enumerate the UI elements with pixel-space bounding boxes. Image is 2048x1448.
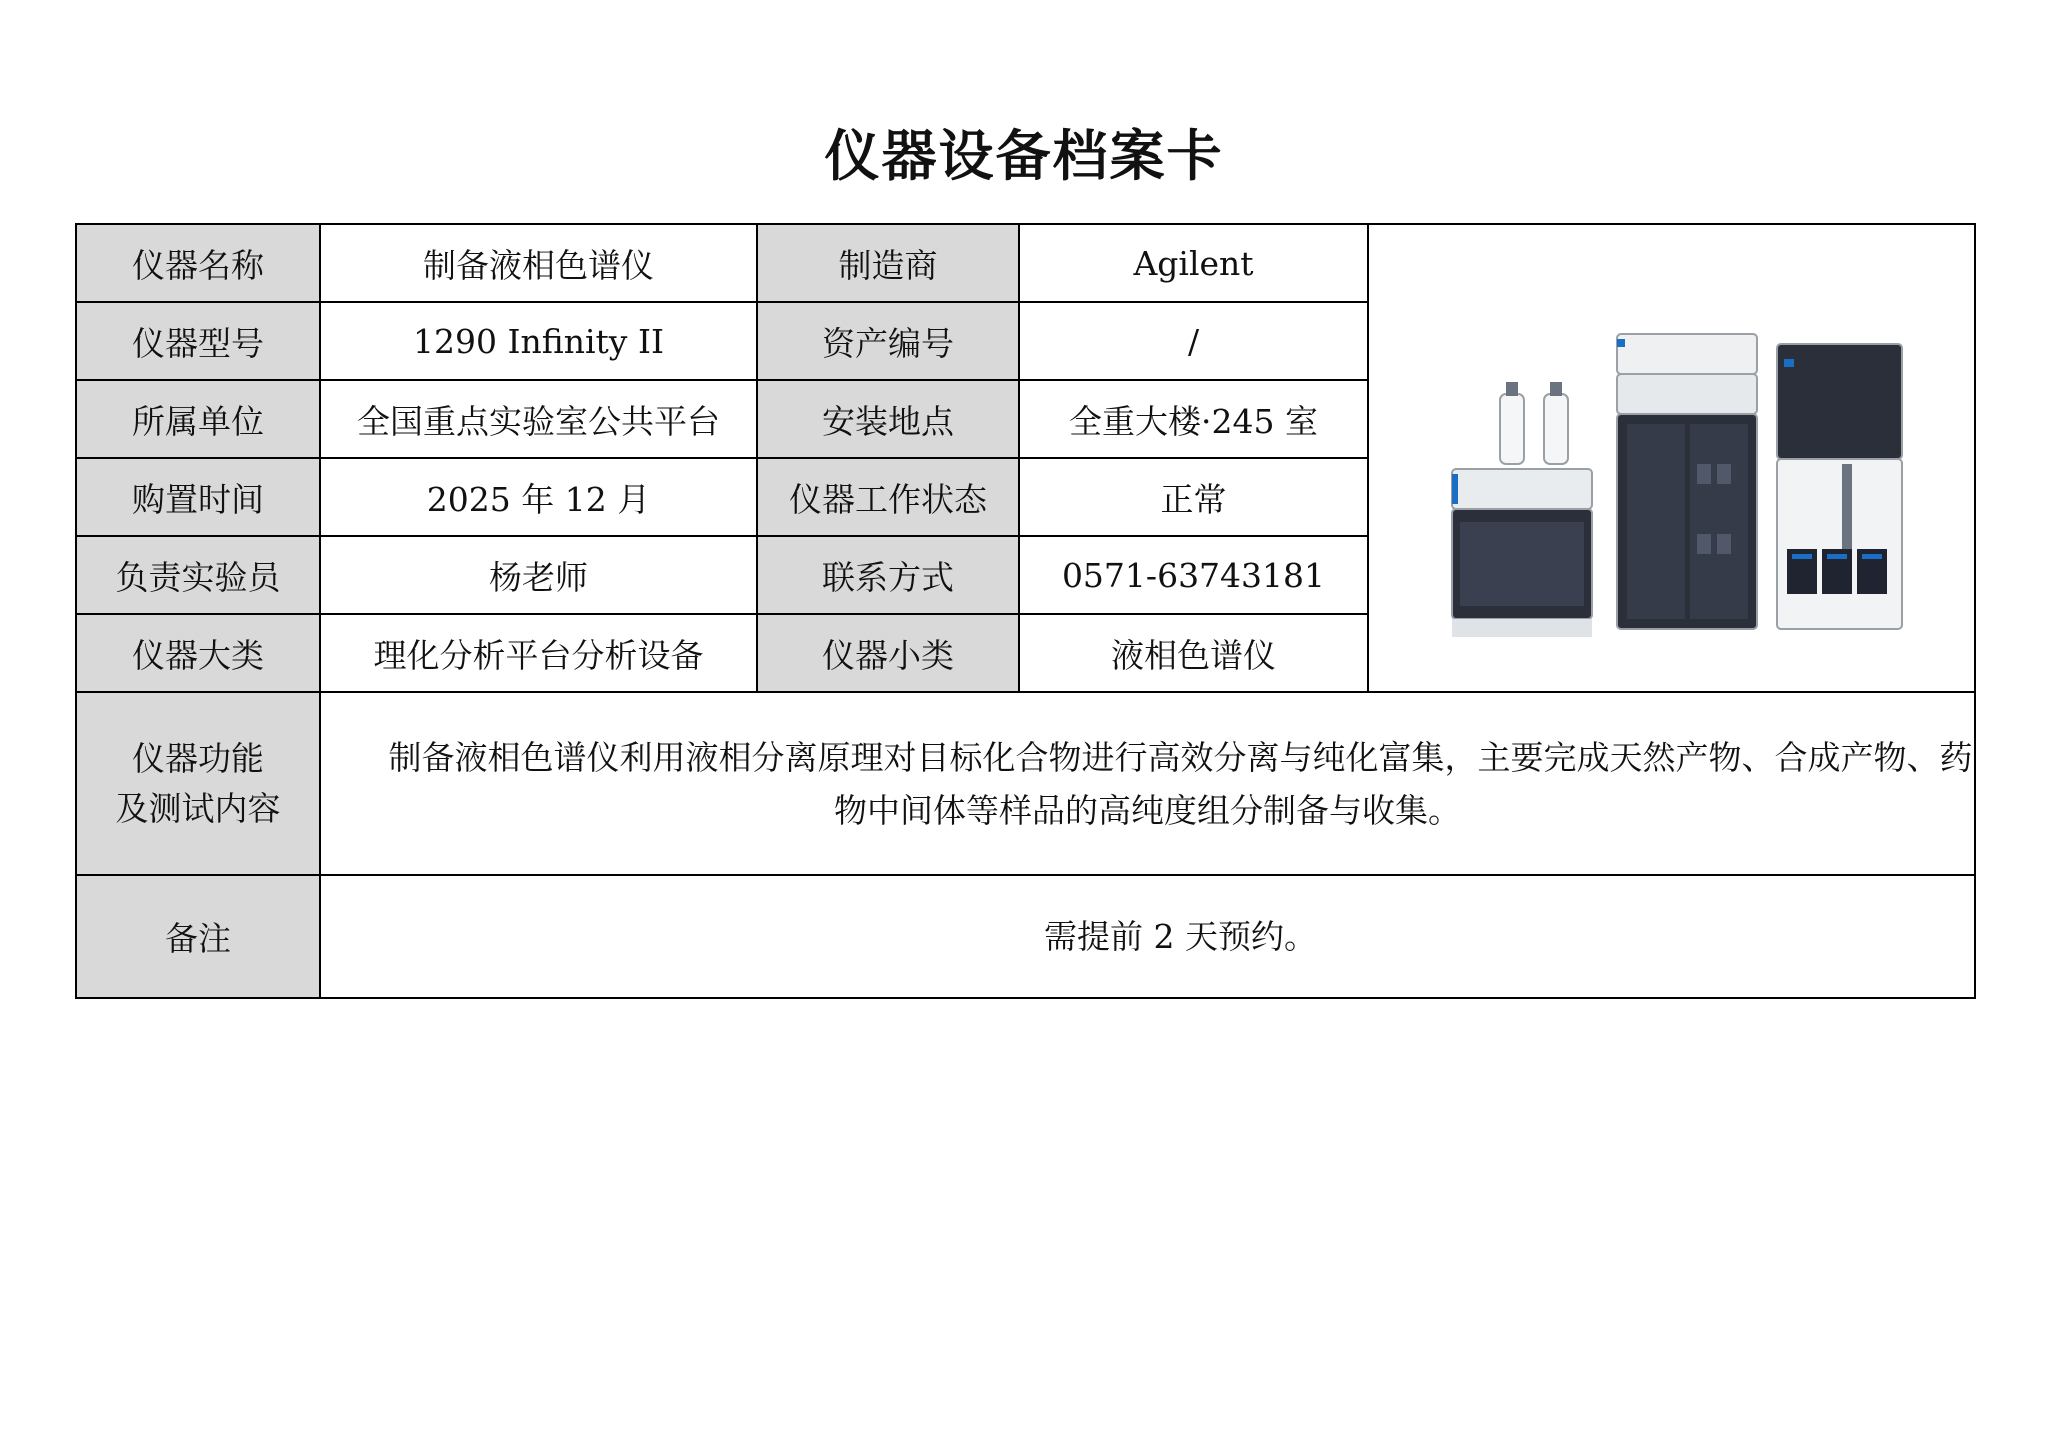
value-purchase: 2025 年 12 月 bbox=[320, 458, 757, 536]
label-model: 仪器型号 bbox=[76, 302, 320, 380]
label-status: 仪器工作状态 bbox=[757, 458, 1019, 536]
label-purchase: 购置时间 bbox=[76, 458, 320, 536]
label-category: 仪器大类 bbox=[76, 614, 320, 692]
remarks-text: 需提前 2 天预约。 bbox=[320, 875, 1975, 998]
label-asset-no: 资产编号 bbox=[757, 302, 1019, 380]
label-remarks: 备注 bbox=[76, 875, 320, 998]
label-function-line1: 仪器功能 bbox=[132, 738, 264, 778]
value-subcategory: 液相色谱仪 bbox=[1019, 614, 1368, 692]
value-contact: 0571-63743181 bbox=[1019, 536, 1368, 614]
function-description: 制备液相色谱仪利用液相分离原理对目标化合物进行高效分离与纯化富集，主要完成天然产物、合成产物、药物中间体等样品的高纯度组分制备与收集。 bbox=[320, 692, 1975, 875]
instrument-photo-cell bbox=[1368, 224, 1975, 692]
hplc-instrument-photo bbox=[1422, 264, 1922, 644]
label-subcategory: 仪器小类 bbox=[757, 614, 1019, 692]
row-name bbox=[76, 224, 1975, 302]
value-location: 全重大楼·245 室 bbox=[1019, 380, 1368, 458]
equipment-card-table bbox=[75, 223, 1976, 999]
label-location: 安装地点 bbox=[757, 380, 1019, 458]
value-manufacturer: Agilent bbox=[1019, 224, 1368, 302]
value-asset-no: / bbox=[1019, 302, 1368, 380]
value-operator: 杨老师 bbox=[320, 536, 757, 614]
label-unit: 所属单位 bbox=[76, 380, 320, 458]
value-unit: 全国重点实验室公共平台 bbox=[320, 380, 757, 458]
value-model: 1290 Infinity II bbox=[320, 302, 757, 380]
value-category: 理化分析平台分析设备 bbox=[320, 614, 757, 692]
label-name: 仪器名称 bbox=[76, 224, 320, 302]
label-operator: 负责实验员 bbox=[76, 536, 320, 614]
value-name: 制备液相色谱仪 bbox=[320, 224, 757, 302]
row-remarks bbox=[76, 875, 1975, 998]
label-function bbox=[76, 692, 320, 875]
label-contact: 联系方式 bbox=[757, 536, 1019, 614]
label-function-line2: 及测试内容 bbox=[115, 788, 281, 828]
value-status: 正常 bbox=[1019, 458, 1368, 536]
label-manufacturer: 制造商 bbox=[757, 224, 1019, 302]
row-function bbox=[76, 692, 1975, 875]
page-title: 仪器设备档案卡 bbox=[824, 124, 1224, 188]
